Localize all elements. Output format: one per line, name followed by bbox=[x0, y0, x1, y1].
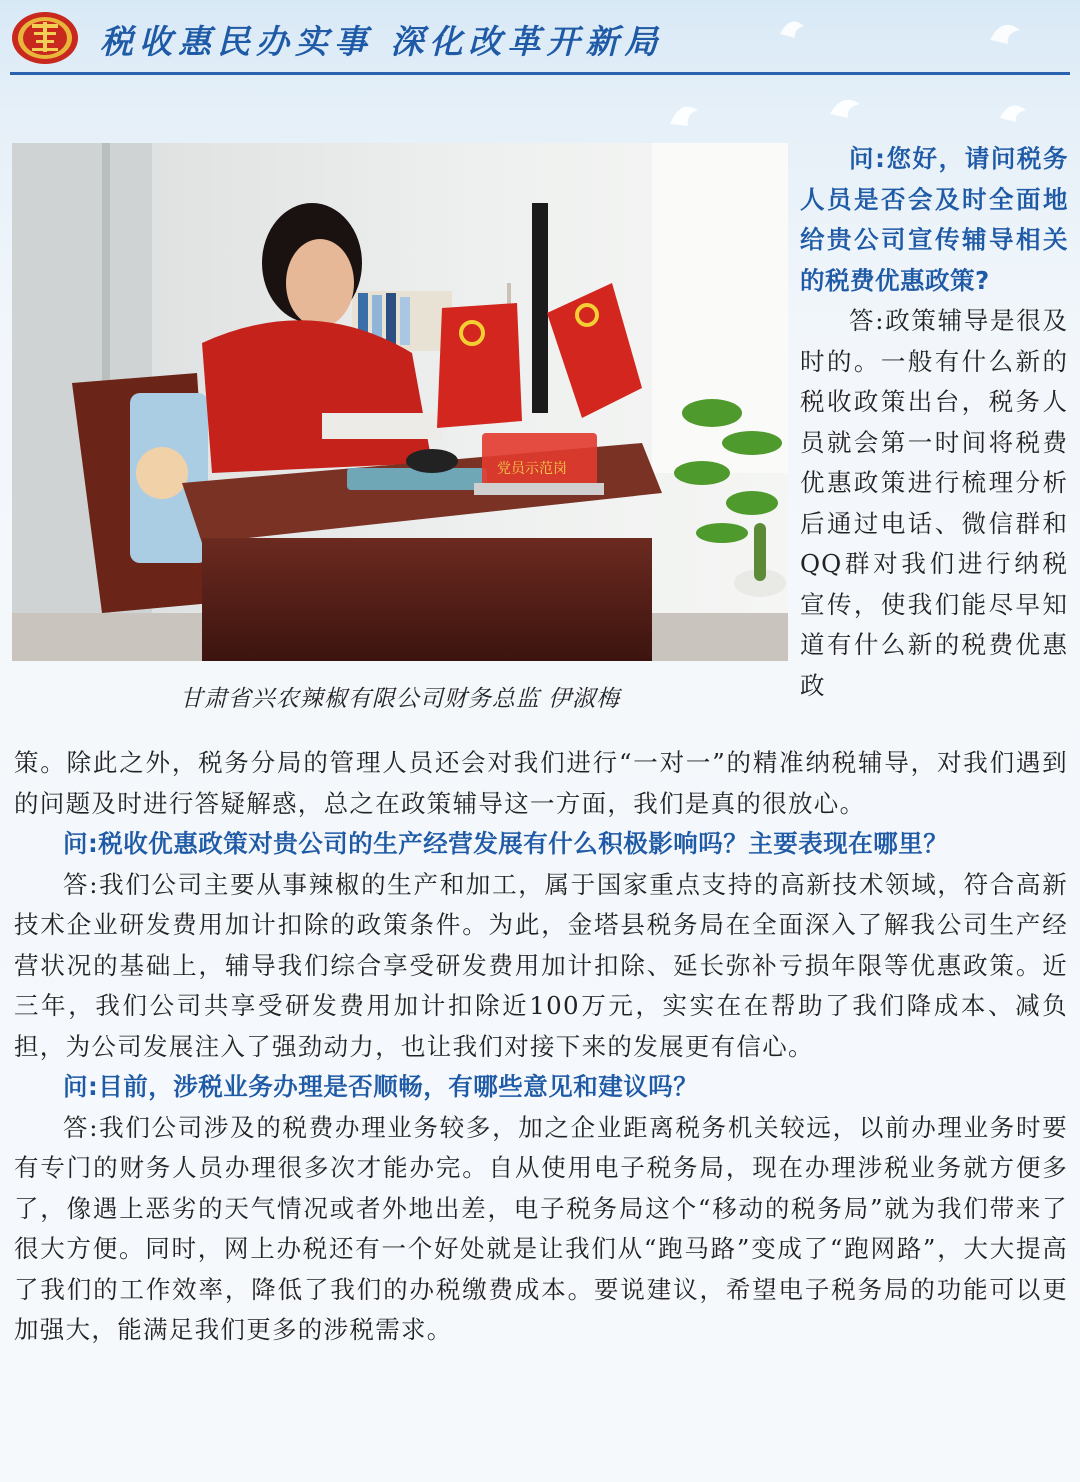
dove-decoration-icon bbox=[640, 84, 1060, 144]
office-photo bbox=[12, 143, 788, 661]
answer-3: 答:我们公司涉及的税费办理业务较多，加之企业距离税务机关较远，以前办理业务时要有专门的财务人员办理很多次才能办完。自从使用电子税务局，现在办理涉税业务就方便多了，像遇上恶劣的天气情况或者外地出差，电子税务局这个“移动的税务局”就为我们带来了很大方便。同时，网上办税还有一个好处就是让我们从“跑马路”变成了“跑网路”，大大提高了我们的工作效率，降低了我们的办税缴费成本。要说建议，希望电子税务局的功能可以更加强大，能满足我们更多的涉税需求。 bbox=[14, 1112, 1068, 1344]
answer-2: 答:我们公司主要从事辣椒的生产和加工，属于国家重点支持的高新技术领域，符合高新技术企业研发费用加计扣除的政策条件。为此，金塔县税务局在全面深入了解我公司生产经营状况的基础上，辅导我们综合享受研发费用加计扣除、延长弥补亏损年限等优惠政策。近三年，我们公司共享受研发费用加计扣除近100万元，实实在在帮助了我们降成本、减负担，为公司发展注入了强劲动力，也让我们对接下来的发展更有信心。 bbox=[14, 869, 1068, 1061]
header-title: 税收惠民办实事 深化改革开新局 bbox=[100, 22, 664, 61]
plaque-text: 党员示范岗 bbox=[497, 461, 567, 477]
question-2: 问:税收优惠政策对贵公司的生产经营发展有什么积极影响吗？主要表现在哪里？ bbox=[63, 829, 949, 858]
question-1: 问:您好，请问税务人员是否会及时全面地给贵公司宣传辅导相关的税费优惠政策? bbox=[800, 144, 1068, 295]
question-3: 问:目前，涉税业务办理是否顺畅，有哪些意见和建议吗？ bbox=[63, 1072, 699, 1101]
photo-caption: 甘肃省兴农辣椒有限公司财务总监 伊淑梅 bbox=[179, 686, 621, 712]
header-divider bbox=[10, 72, 1070, 75]
interview-main-body bbox=[14, 743, 1068, 1351]
answer-1-part-1: 答:政策辅导是很及时的。一般有什么新的税收政策出台，税务人员就会第一时间将税费优惠政策进行梳理分析后通过电话、微信群和QQ群对我们进行纳税宣传，使我们能尽早知道有什么新的税费优惠政 bbox=[800, 306, 1068, 700]
interview-side-column bbox=[800, 139, 1068, 706]
dove-decoration-icon bbox=[760, 4, 1080, 64]
answer-1-part-2: 策。除此之外，税务分局的管理人员还会对我们进行“一对一”的精准纳税辅导，对我们遇到的问题及时进行答疑解惑，总之在政策辅导这一方面，我们是真的很放心。 bbox=[14, 748, 1068, 818]
tax-emblem-icon bbox=[10, 10, 80, 66]
